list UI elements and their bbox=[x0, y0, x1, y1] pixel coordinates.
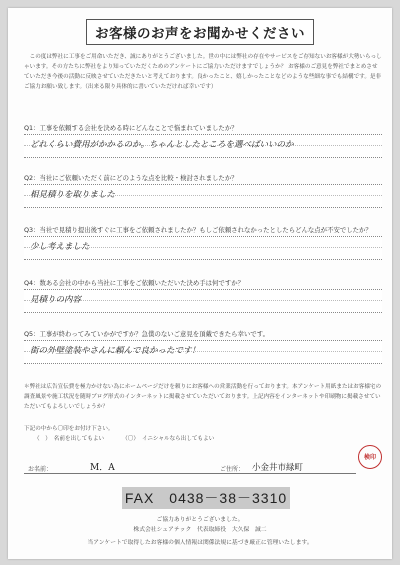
consent-option-initials[interactable] bbox=[122, 434, 214, 444]
page-title: お客様のお声をお聞かせください bbox=[86, 19, 314, 45]
customer-info-row bbox=[24, 459, 356, 474]
answer-5-box[interactable] bbox=[24, 340, 382, 364]
question-2 bbox=[24, 174, 382, 208]
question-5 bbox=[24, 330, 382, 364]
answer-4-box[interactable] bbox=[24, 289, 382, 313]
question-3-label: Q3：当社で見積り提出後すぐに工事をご依頼されましたか？もしご依頼されなかったとしたらどんな点が不安でしたか？ bbox=[24, 226, 372, 234]
answer-3-box[interactable] bbox=[24, 236, 382, 260]
consent-option-initials-label: イニシャルなら出してもよい bbox=[141, 436, 215, 442]
inspection-stamp: 検印 bbox=[358, 445, 382, 469]
question-3 bbox=[24, 226, 382, 260]
answer-2-box[interactable] bbox=[24, 184, 382, 208]
name-label: お名前： bbox=[28, 466, 53, 473]
consent-option-initials-mark: （〇） bbox=[122, 436, 139, 442]
question-1 bbox=[24, 124, 382, 158]
answer-4-text: 見積りの内容 bbox=[30, 295, 82, 305]
question-4 bbox=[24, 279, 382, 313]
answer-5-text: 街の外壁塗装やさんに頼んで良かったです！ bbox=[30, 346, 201, 356]
answer-1-box[interactable] bbox=[24, 134, 382, 158]
answer-1-text: どれくらい費用がかかるのか。ちゃんとしたところを選べばいいのか bbox=[30, 140, 294, 150]
consent-section bbox=[24, 424, 382, 444]
answer-3-text: 少し考えました bbox=[30, 242, 90, 252]
intro-text: この度は弊社に工事をご用命いただき、誠にありがとうございました。世の中には弊社の存在やサービスをご存知ないお客様が大勢いらっしゃいます。その方たちに弊社をより知っていただくためのアンケートにご協力いただけますでしょうか？ お客様のご意見を弊社でまとめさせていただき今後の活動に反映させていただきたいと考えております。良かったこと、嬉しかったことなどのような些細な事でも結構です。是非ご協力お願い致します。（出来る限り具体的に書いていただければ幸いです） bbox=[24, 54, 382, 90]
question-2-label: Q2：当社にご依頼いただく前にどのような点を比較・検討されましたか？ bbox=[24, 174, 238, 182]
consent-prompt: 下記の中から〇印をお付け下さい。 bbox=[24, 426, 114, 432]
answer-2-text: 相見積りを取りました bbox=[30, 190, 116, 200]
fax-number: FAX 0438－38－3310 bbox=[122, 487, 290, 509]
consent-option-name[interactable] bbox=[34, 434, 104, 444]
consent-option-name-label: 名前を出してもよい bbox=[53, 436, 105, 442]
question-4-label: Q4：数ある会社の中から当社に工事をご依頼いただいた決め手は何ですか？ bbox=[24, 279, 244, 287]
questionnaire-sheet bbox=[8, 8, 392, 559]
address-label: ご住所： bbox=[220, 466, 245, 473]
company-signature: 株式会社シェアテック 代表取締役 大久保 誠二 bbox=[133, 527, 267, 533]
question-5-label: Q5：工事が終わってみていかがですか？急僕のないご意見を頂戴できたら幸いです。 bbox=[24, 330, 269, 338]
question-1-label: Q1：工事を依頼する会社を決める時にどんなことで悩まれていましたか？ bbox=[24, 124, 238, 132]
publication-note: ＊弊社は広告宣伝費を極力かけない為にホームページだけを頼りにお客様への営業活動を行っております。本アンケート用紙またはお客様宅の調査風景や施工状況を随時ブログ形式のインターネットに掲載させていただいております。上記内容をインターネットや印刷物に掲載させていただいてもよろしいでしょうか？ bbox=[24, 384, 382, 410]
name-field[interactable]: M．A bbox=[90, 463, 115, 473]
address-field[interactable]: 小金井市緑町 bbox=[252, 463, 304, 473]
thanks-text: ご協力ありがとうございました。 bbox=[156, 517, 244, 523]
privacy-note: 当アンケートで取得したお客様の個人情報は関係法規に基づき厳正に管理いたします。 bbox=[87, 540, 313, 546]
consent-option-name-mark: （ ） bbox=[34, 436, 51, 442]
